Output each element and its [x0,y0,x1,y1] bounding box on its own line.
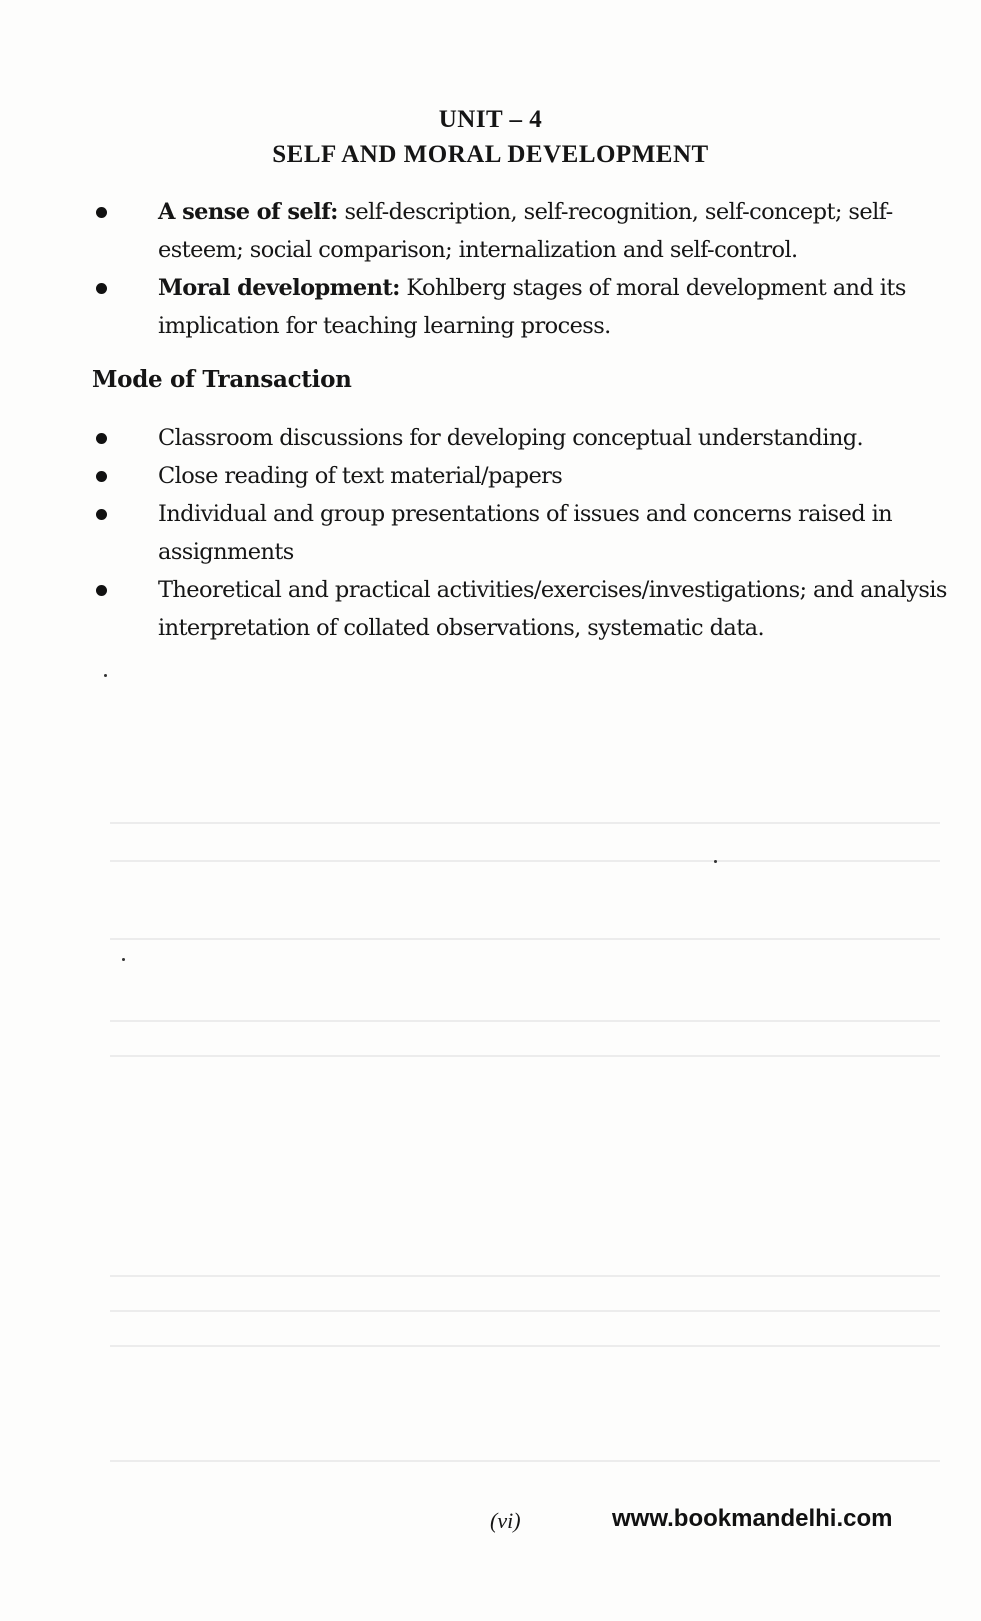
bleed-through-line [110,938,940,940]
content-text: self-description, self-recognition, self-concept; self-esteem; social comparison; internalization and self-control. [158,199,893,263]
bleed-through-line [110,1275,940,1277]
bleed-through-line [110,860,940,862]
bleed-through-line [110,1020,940,1022]
content-term: Moral development: [158,275,400,301]
transaction-item [90,457,950,495]
transaction-list [90,419,950,647]
scan-speck [104,674,107,677]
bullet-icon [96,471,107,482]
website-watermark: www.bookmandelhi.com [612,1505,893,1532]
bullet-icon [96,433,107,444]
content-item [90,269,950,345]
scan-speck [714,860,717,863]
bleed-through-line [110,1345,940,1347]
bleed-through-line [110,1460,940,1462]
unit-title: SELF AND MORAL DEVELOPMENT [272,141,709,168]
content-text: Kohlberg stages of moral development and its implication for teaching learning process. [158,275,906,339]
transaction-item [90,495,950,571]
bleed-through-line [110,822,940,824]
bleed-through-line [110,1310,940,1312]
transaction-item [90,419,950,457]
transaction-text: Close reading of text material/papers [158,463,563,489]
transaction-text: Individual and group presentations of issues and concerns raised in assignments [158,501,893,565]
bullet-icon [96,207,107,218]
content-list [90,193,950,345]
content-item [90,193,950,269]
transaction-text: Classroom discussions for developing conceptual understanding. [158,425,864,451]
section-heading: Mode of Transaction [92,366,352,393]
bullet-icon [96,509,107,520]
bullet-icon [96,585,107,596]
page-number: (vi) [490,1508,521,1533]
scan-speck [122,958,125,961]
bleed-through-line [110,1055,940,1057]
bullet-icon [96,283,107,294]
transaction-text: Theoretical and practical activities/exercises/investigations; and analysis interpretation of collated observations, systematic data. [158,577,947,641]
transaction-item [90,571,950,647]
content-term: A sense of self: [158,199,338,225]
unit-label: UNIT – 4 [438,106,543,133]
